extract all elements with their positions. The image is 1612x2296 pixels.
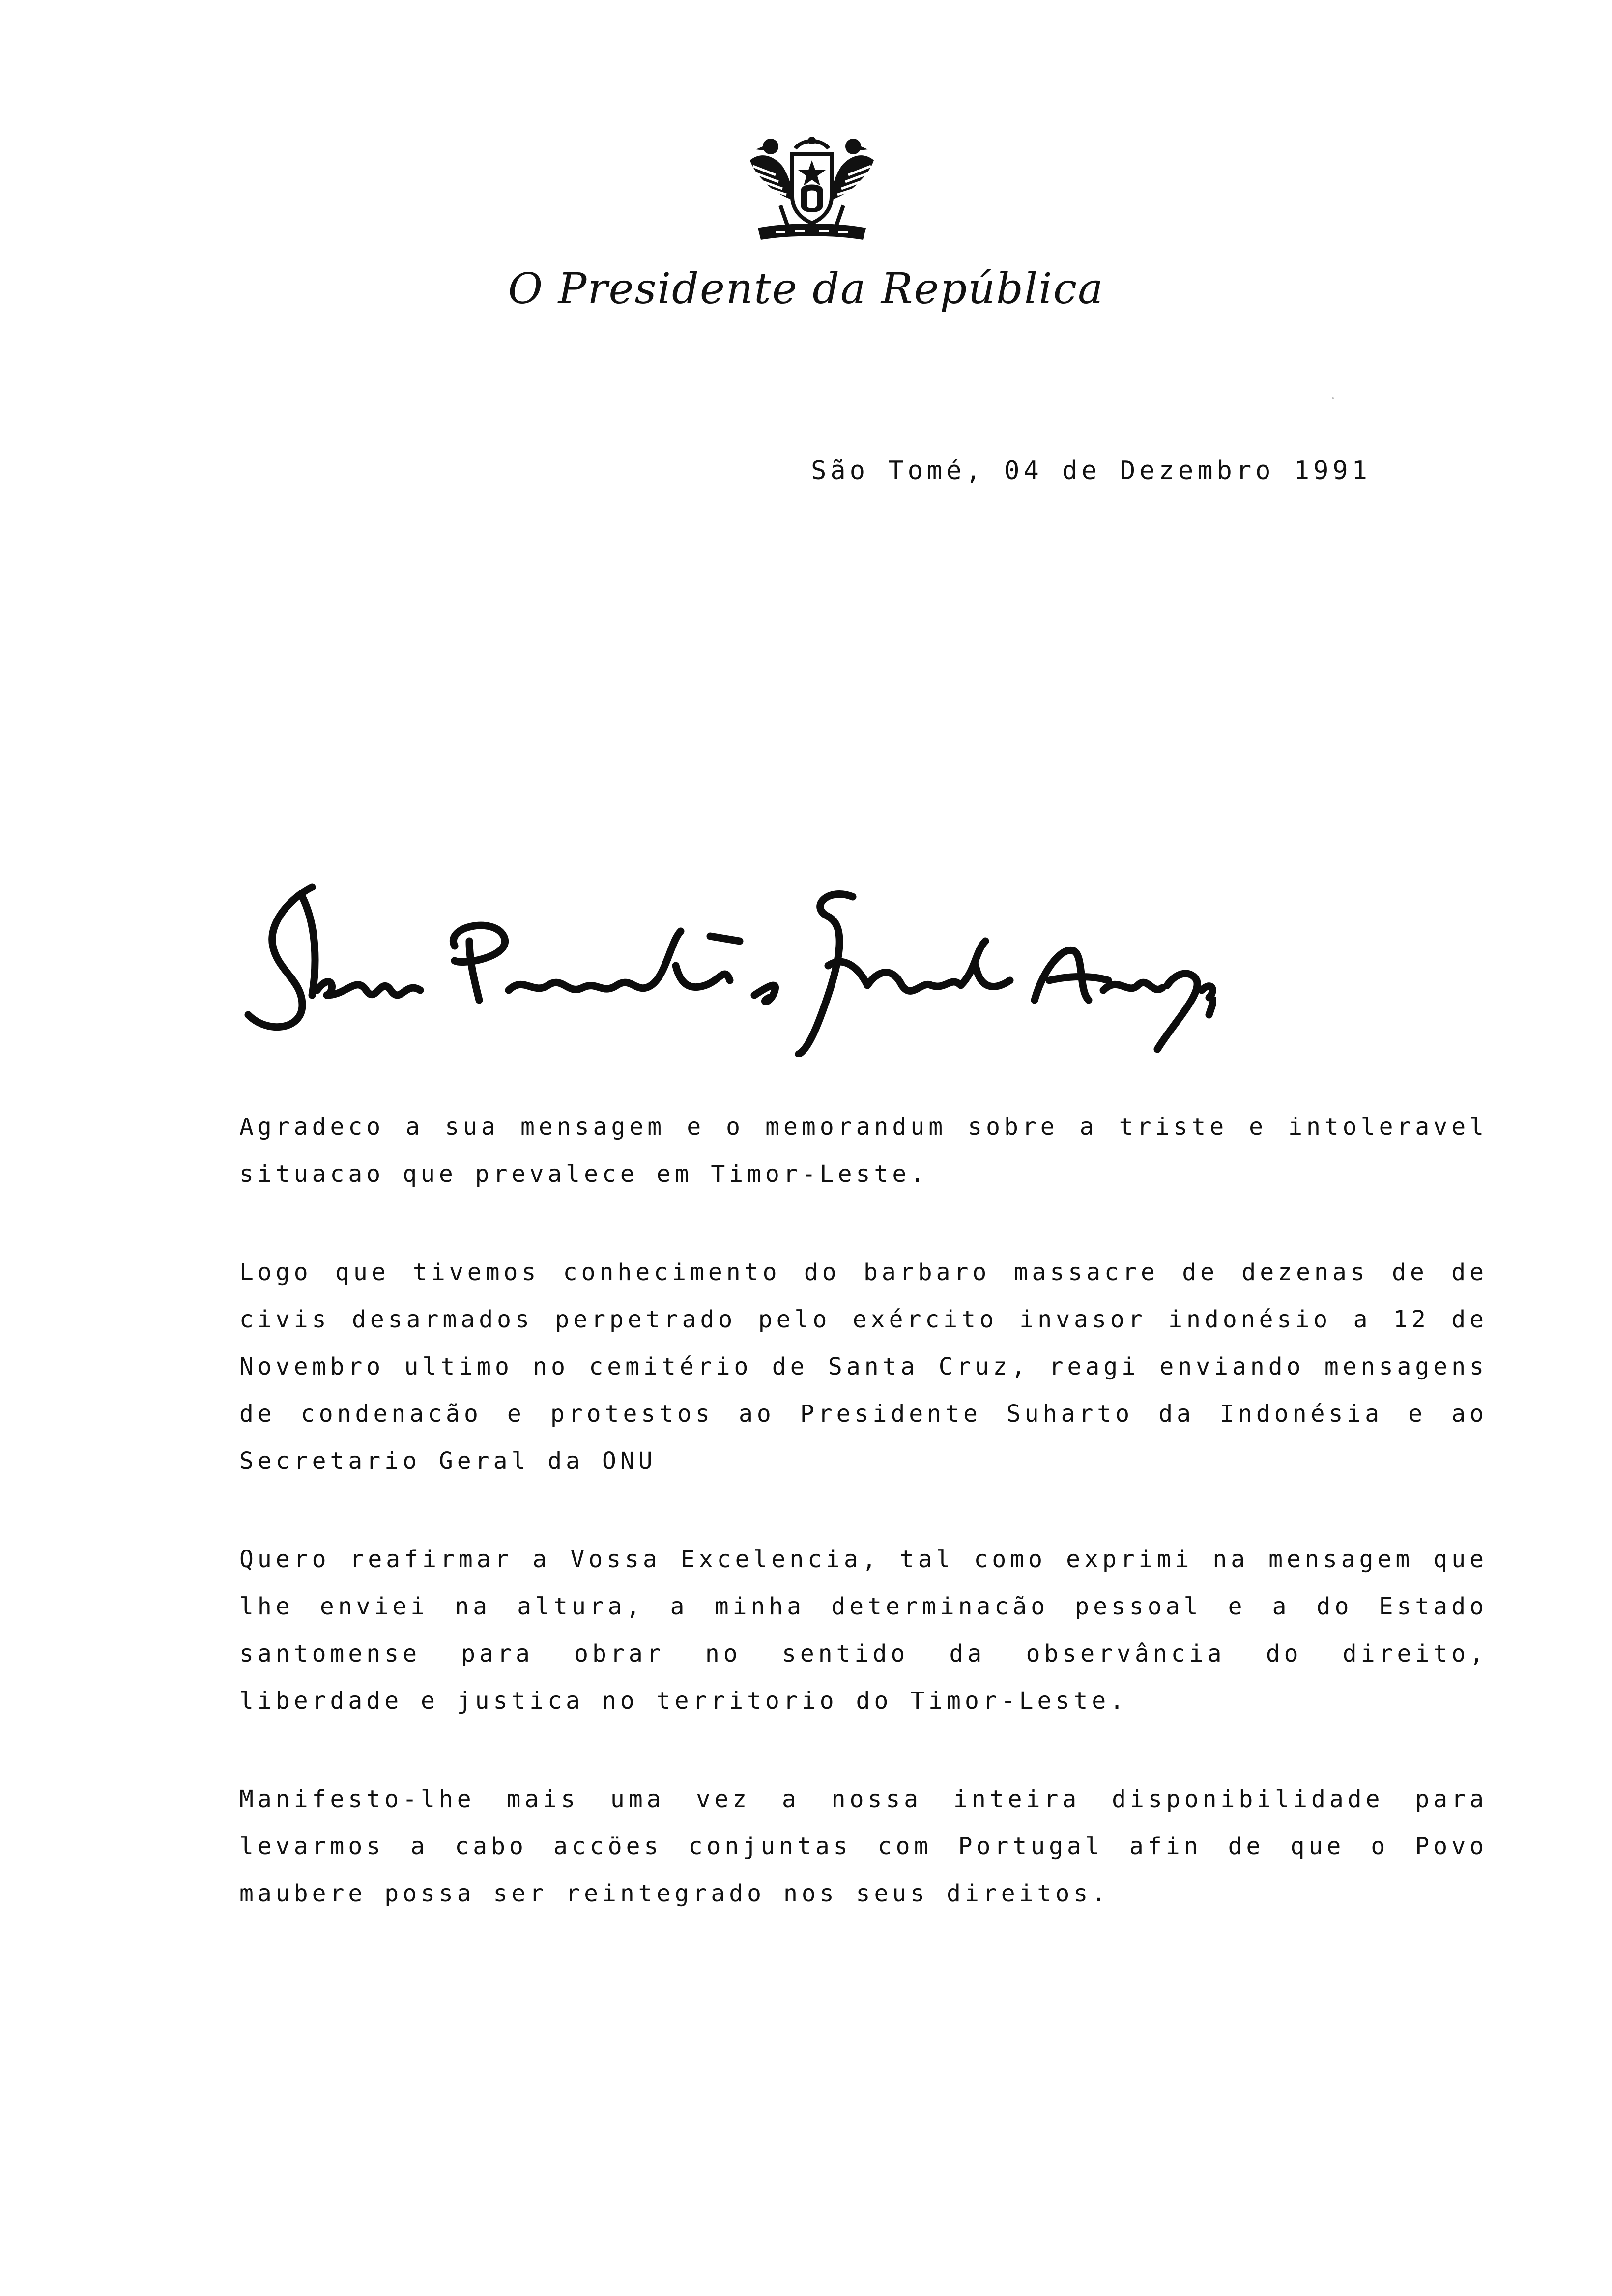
date-line: São Tomé, 04 de Dezembro 1991	[811, 456, 1371, 486]
scan-speck	[1332, 397, 1334, 399]
emblem	[741, 132, 883, 244]
letterhead-title: O Presidente da República	[508, 264, 1104, 314]
salutation-signature-icon	[238, 867, 1216, 1057]
paragraph: Quero reafirmar a Vossa Excelencia, tal como exprimi na mensagem que lhe enviei na altura, a minha determinacão pessoal e a do Estado santomense para obrar no sentido da observância do direito, liberdade e justica no territorio do Timor-Leste.	[239, 1546, 1488, 1715]
paragraph: Manifesto-lhe mais uma vez a nossa inteira disponibilidade para levarmos a cabo accöes conjuntas com Portugal afin de que o Povo maubere possa ser reintegrado nos seus direitos.	[239, 1785, 1488, 1907]
coat-of-arms-icon	[741, 132, 883, 244]
paragraph: Agradeco a sua mensagem e o memorandum sobre a triste e intoleravel situacao que prevalece em Timor-Leste.	[239, 1113, 1488, 1188]
paragraph: Logo que tivemos conhecimento do barbaro massacre de dezenas de de civis desarmados perpetrado pelo exército invasor indonésio a 12 de Novembro ultimo no cemitério de Santa Cruz, reagi enviando mensagens de condenacão e protestos ao Presidente Suharto da Indonésia e ao Secretario Geral da ONU	[239, 1259, 1488, 1475]
letter-body	[239, 1103, 1488, 1968]
handwritten-salutation	[238, 867, 1216, 1057]
